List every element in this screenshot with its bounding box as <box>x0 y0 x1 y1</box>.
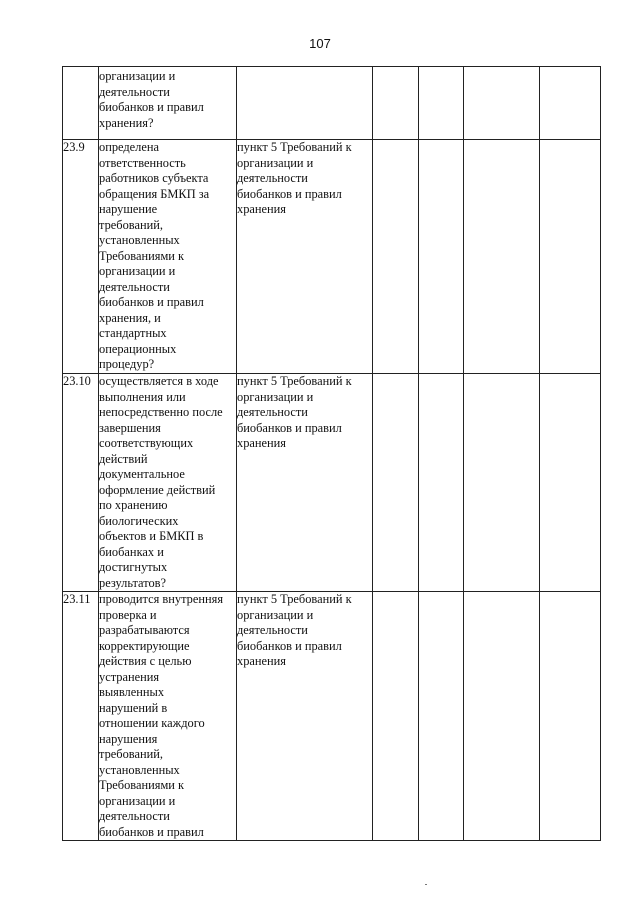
table-row <box>63 67 601 140</box>
scan-speck <box>425 884 427 885</box>
answer-cell-not-applicable[interactable] <box>464 140 540 374</box>
requirement-question: организации и деятельности биобанков и правил хранения? <box>99 67 237 140</box>
notes-cell[interactable] <box>540 67 601 140</box>
legal-reference: пункт 5 Требований к организации и деятельности биобанков и правил хранения <box>237 374 373 592</box>
answer-cell-yes[interactable] <box>373 67 419 140</box>
item-number: 23.11 <box>63 592 99 841</box>
requirement-question: определена ответственность работников субъекта обращения БМКП за нарушение требований, установленных Требованиями к организации и деятельности биобанков и правил хранения, и стандартных операционных процедур? <box>99 140 237 374</box>
legal-reference: пункт 5 Требований к организации и деятельности биобанков и правил хранения <box>237 140 373 374</box>
checklist-table <box>62 66 601 841</box>
item-number: 23.9 <box>63 140 99 374</box>
answer-cell-yes[interactable] <box>373 592 419 841</box>
answer-cell-not-applicable[interactable] <box>464 592 540 841</box>
item-number <box>63 67 99 140</box>
answer-cell-no[interactable] <box>419 140 464 374</box>
notes-cell[interactable] <box>540 140 601 374</box>
legal-reference <box>237 67 373 140</box>
answer-cell-no[interactable] <box>419 374 464 592</box>
legal-reference: пункт 5 Требований к организации и деятельности биобанков и правил хранения <box>237 592 373 841</box>
answer-cell-yes[interactable] <box>373 374 419 592</box>
notes-cell[interactable] <box>540 374 601 592</box>
notes-cell[interactable] <box>540 592 601 841</box>
requirement-question: проводится внутренняя проверка и разрабатываются корректирующие действия с целью устранения выявленных нарушений в отношении каждого нарушения требований, установленных Требованиями к организации и деятельности биобанков и правил <box>99 592 237 841</box>
table-row <box>63 374 601 592</box>
answer-cell-not-applicable[interactable] <box>464 374 540 592</box>
page-number: 107 <box>309 36 331 51</box>
table-row <box>63 592 601 841</box>
answer-cell-no[interactable] <box>419 592 464 841</box>
answer-cell-yes[interactable] <box>373 140 419 374</box>
table-row <box>63 140 601 374</box>
requirement-question: осуществляется в ходе выполнения или непосредственно после завершения соответствующих действий документальное оформление действий по хранению биологических объектов и БМКП в биобанках и достигнутых результатов? <box>99 374 237 592</box>
answer-cell-no[interactable] <box>419 67 464 140</box>
item-number: 23.10 <box>63 374 99 592</box>
answer-cell-not-applicable[interactable] <box>464 67 540 140</box>
